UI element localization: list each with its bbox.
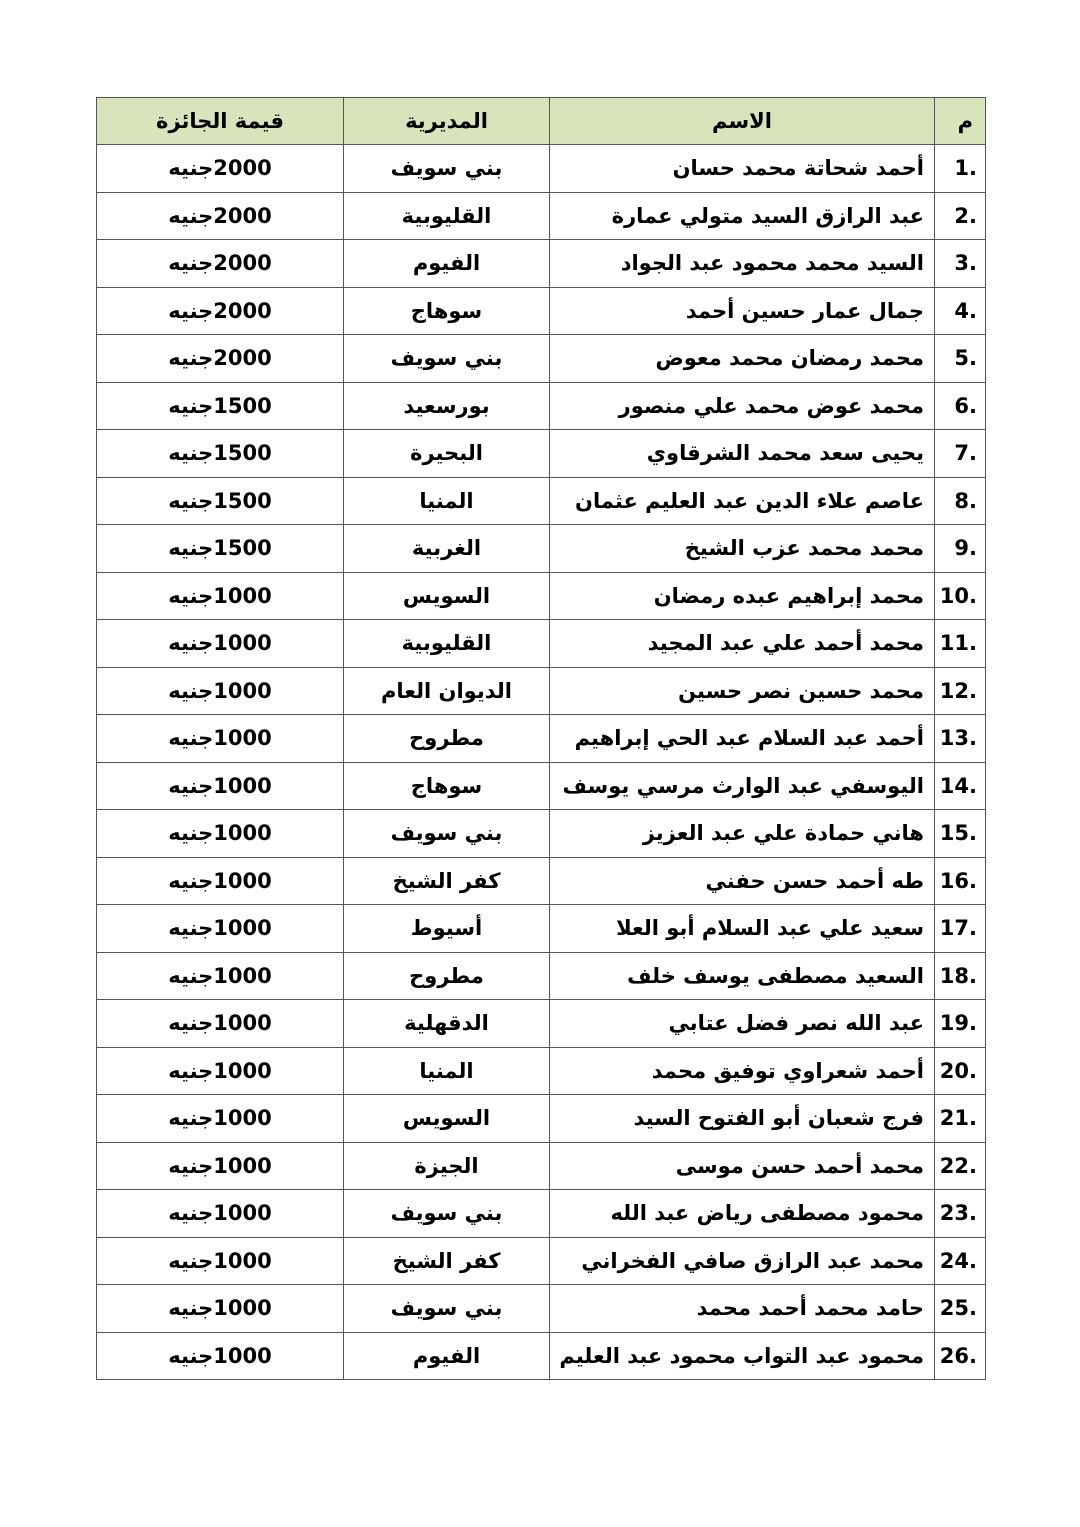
row-number — [935, 952, 986, 1000]
row-number — [935, 810, 986, 858]
directorate: الديوان العام — [344, 667, 550, 715]
row-number-text: 24. — [939, 1248, 977, 1273]
directorate: سوهاج — [344, 287, 550, 335]
prize-value: 1000جنيه — [97, 1190, 344, 1238]
prize-value: 1500جنيه — [97, 382, 344, 430]
winner-name: عبد الله نصر فضل عتابي — [550, 1000, 935, 1048]
prize-value: 1000جنيه — [97, 1000, 344, 1048]
row-number — [935, 1332, 986, 1380]
row-number — [935, 905, 986, 953]
row-number-text: 7. — [954, 441, 977, 466]
row-number-text: 17. — [939, 916, 977, 941]
row-number-text: 23. — [939, 1201, 977, 1226]
prize-value: 2000جنيه — [97, 335, 344, 383]
directorate: بني سويف — [344, 335, 550, 383]
row-number-text: 4. — [954, 298, 977, 323]
table-row — [97, 145, 986, 193]
directorate: بورسعيد — [344, 382, 550, 430]
table-row — [97, 905, 986, 953]
table-row — [97, 667, 986, 715]
row-number-text: 5. — [954, 346, 977, 371]
row-number-text: 8. — [954, 488, 977, 513]
directorate: الغربية — [344, 525, 550, 573]
prize-value: 1000جنيه — [97, 715, 344, 763]
table-row — [97, 335, 986, 383]
directorate: الفيوم — [344, 240, 550, 288]
prize-value: 1500جنيه — [97, 525, 344, 573]
prize-value: 2000جنيه — [97, 287, 344, 335]
row-number — [935, 1142, 986, 1190]
prize-value: 1500جنيه — [97, 477, 344, 525]
directorate: السويس — [344, 1095, 550, 1143]
winner-name: محمد عبد الرازق صافي الفخراني — [550, 1237, 935, 1285]
directorate: السويس — [344, 572, 550, 620]
row-number — [935, 525, 986, 573]
winner-name: السعيد مصطفى يوسف خلف — [550, 952, 935, 1000]
table-row — [97, 1095, 986, 1143]
table-row — [97, 192, 986, 240]
row-number — [935, 335, 986, 383]
prize-value: 1000جنيه — [97, 1047, 344, 1095]
row-number-text: 9. — [954, 536, 977, 561]
winner-name: حامد محمد أحمد محمد — [550, 1285, 935, 1333]
row-number-text: 21. — [939, 1106, 977, 1131]
prize-value: 1000جنيه — [97, 952, 344, 1000]
winner-name: محمد عوض محمد علي منصور — [550, 382, 935, 430]
table-row — [97, 1285, 986, 1333]
directorate: المنيا — [344, 1047, 550, 1095]
row-number-text: 1. — [954, 156, 977, 181]
prize-value: 1000جنيه — [97, 905, 344, 953]
table-row — [97, 477, 986, 525]
winner-name: سعيد علي عبد السلام أبو العلا — [550, 905, 935, 953]
winner-name: محمود عبد التواب محمود عبد العليم — [550, 1332, 935, 1380]
table-row — [97, 952, 986, 1000]
directorate: الدقهلية — [344, 1000, 550, 1048]
prize-value: 1000جنيه — [97, 620, 344, 668]
row-number — [935, 857, 986, 905]
prize-value: 1000جنيه — [97, 1142, 344, 1190]
table-body — [97, 145, 986, 1380]
header-number: م — [935, 98, 986, 145]
header-prize-value: قيمة الجائزة — [97, 98, 344, 145]
row-number — [935, 287, 986, 335]
row-number — [935, 1095, 986, 1143]
prize-value: 1000جنيه — [97, 762, 344, 810]
row-number — [935, 240, 986, 288]
prize-value: 1000جنيه — [97, 810, 344, 858]
row-number — [935, 382, 986, 430]
row-number — [935, 477, 986, 525]
prize-value: 2000جنيه — [97, 192, 344, 240]
row-number — [935, 572, 986, 620]
table-row — [97, 572, 986, 620]
directorate: بني سويف — [344, 810, 550, 858]
table-row — [97, 1000, 986, 1048]
prize-winners-table — [96, 97, 986, 1380]
directorate: بني سويف — [344, 1285, 550, 1333]
row-number — [935, 1047, 986, 1095]
header-directorate: المديرية — [344, 98, 550, 145]
directorate: مطروح — [344, 952, 550, 1000]
table-header — [97, 98, 986, 145]
prize-value: 1000جنيه — [97, 1095, 344, 1143]
winner-name: أحمد شعراوي توفيق محمد — [550, 1047, 935, 1095]
prize-value: 2000جنيه — [97, 240, 344, 288]
winner-name: طه أحمد حسن حفني — [550, 857, 935, 905]
table-row — [97, 1237, 986, 1285]
row-number-text: 19. — [939, 1011, 977, 1036]
directorate: بني سويف — [344, 145, 550, 193]
winner-name: جمال عمار حسين أحمد — [550, 287, 935, 335]
table-row — [97, 810, 986, 858]
prize-value: 1000جنيه — [97, 857, 344, 905]
winner-name: محمد أحمد حسن موسى — [550, 1142, 935, 1190]
header-row — [97, 98, 986, 145]
winner-name: محمد رمضان محمد معوض — [550, 335, 935, 383]
row-number-text: 2. — [954, 203, 977, 228]
directorate: مطروح — [344, 715, 550, 763]
table-row — [97, 382, 986, 430]
table-row — [97, 857, 986, 905]
row-number — [935, 1237, 986, 1285]
winner-name: السيد محمد محمود عبد الجواد — [550, 240, 935, 288]
prize-value: 2000جنيه — [97, 145, 344, 193]
row-number-text: 15. — [939, 821, 977, 846]
winner-name: محمد محمد عزب الشيخ — [550, 525, 935, 573]
directorate: القليوبية — [344, 620, 550, 668]
directorate: الجيزة — [344, 1142, 550, 1190]
winner-name: هاني حمادة علي عبد العزيز — [550, 810, 935, 858]
row-number — [935, 715, 986, 763]
table-row — [97, 762, 986, 810]
row-number — [935, 430, 986, 478]
table-row — [97, 1190, 986, 1238]
table-row — [97, 715, 986, 763]
winner-name: أحمد عبد السلام عبد الحي إبراهيم — [550, 715, 935, 763]
header-name: الاسم — [550, 98, 935, 145]
row-number — [935, 1285, 986, 1333]
winner-name: يحيى سعد محمد الشرقاوي — [550, 430, 935, 478]
winner-name: عاصم علاء الدين عبد العليم عثمان — [550, 477, 935, 525]
directorate: سوهاج — [344, 762, 550, 810]
directorate: القليوبية — [344, 192, 550, 240]
directorate: المنيا — [344, 477, 550, 525]
winner-name: محمود مصطفى رياض عبد الله — [550, 1190, 935, 1238]
directorate: بني سويف — [344, 1190, 550, 1238]
row-number-text: 11. — [939, 631, 977, 656]
table-row — [97, 1142, 986, 1190]
row-number-text: 16. — [939, 868, 977, 893]
winner-name: اليوسفي عبد الوارث مرسي يوسف — [550, 762, 935, 810]
row-number — [935, 667, 986, 715]
row-number-text: 12. — [939, 678, 977, 703]
row-number — [935, 620, 986, 668]
row-number-text: 26. — [939, 1343, 977, 1368]
prize-value: 1000جنيه — [97, 1332, 344, 1380]
row-number-text: 3. — [954, 251, 977, 276]
prize-value: 1000جنيه — [97, 1237, 344, 1285]
row-number — [935, 1190, 986, 1238]
winner-name: أحمد شحاتة محمد حسان — [550, 145, 935, 193]
prize-value: 1000جنيه — [97, 1285, 344, 1333]
row-number — [935, 1000, 986, 1048]
winner-name: محمد إبراهيم عبده رمضان — [550, 572, 935, 620]
directorate: كفر الشيخ — [344, 1237, 550, 1285]
prize-value: 1000جنيه — [97, 572, 344, 620]
winner-name: فرج شعبان أبو الفتوح السيد — [550, 1095, 935, 1143]
directorate: الفيوم — [344, 1332, 550, 1380]
prize-value: 1000جنيه — [97, 667, 344, 715]
table-row — [97, 1332, 986, 1380]
row-number-text: 6. — [954, 393, 977, 418]
winner-name: عبد الرازق السيد متولي عمارة — [550, 192, 935, 240]
row-number — [935, 762, 986, 810]
table-row — [97, 240, 986, 288]
directorate: البحيرة — [344, 430, 550, 478]
row-number-text: 10. — [939, 583, 977, 608]
directorate: كفر الشيخ — [344, 857, 550, 905]
table-row — [97, 430, 986, 478]
winner-name: محمد حسين نصر حسين — [550, 667, 935, 715]
row-number-text: 20. — [939, 1058, 977, 1083]
winner-name: محمد أحمد علي عبد المجيد — [550, 620, 935, 668]
row-number — [935, 145, 986, 193]
row-number-text: 13. — [939, 726, 977, 751]
table-row — [97, 525, 986, 573]
prize-value: 1500جنيه — [97, 430, 344, 478]
directorate: أسيوط — [344, 905, 550, 953]
row-number-text: 22. — [939, 1153, 977, 1178]
table-row — [97, 1047, 986, 1095]
row-number-text: 18. — [939, 963, 977, 988]
row-number — [935, 192, 986, 240]
row-number-text: 25. — [939, 1296, 977, 1321]
row-number-text: 14. — [939, 773, 977, 798]
table-row — [97, 620, 986, 668]
table-row — [97, 287, 986, 335]
